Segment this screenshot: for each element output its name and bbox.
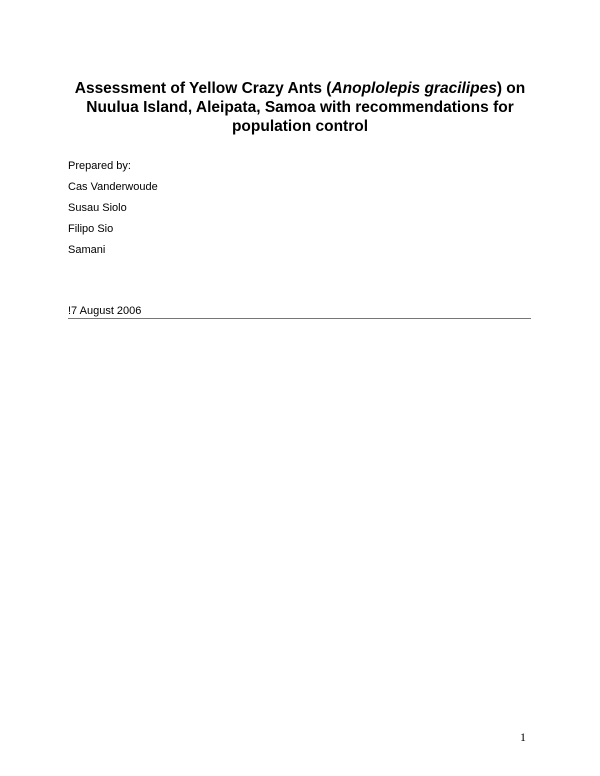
document-date: !7 August 2006 [68,305,142,317]
horizontal-rule [68,318,531,319]
species-name: Anoplolepis gracilipes [331,80,497,97]
author-name: Cas Vanderwoude [68,181,158,193]
prepared-by-label: Prepared by: [68,160,131,172]
author-name: Samani [68,244,106,256]
page-number: 1 [520,730,526,744]
document-title [60,79,540,136]
title-part-1: Assessment of Yellow Crazy Ants ( [74,80,332,97]
author-name: Susau Siolo [68,202,127,214]
author-name: Filipo Sio [68,223,114,235]
title-part-2: ) on Nuulua Island, Aleipata, Samoa with recommendations for population control [86,80,526,135]
